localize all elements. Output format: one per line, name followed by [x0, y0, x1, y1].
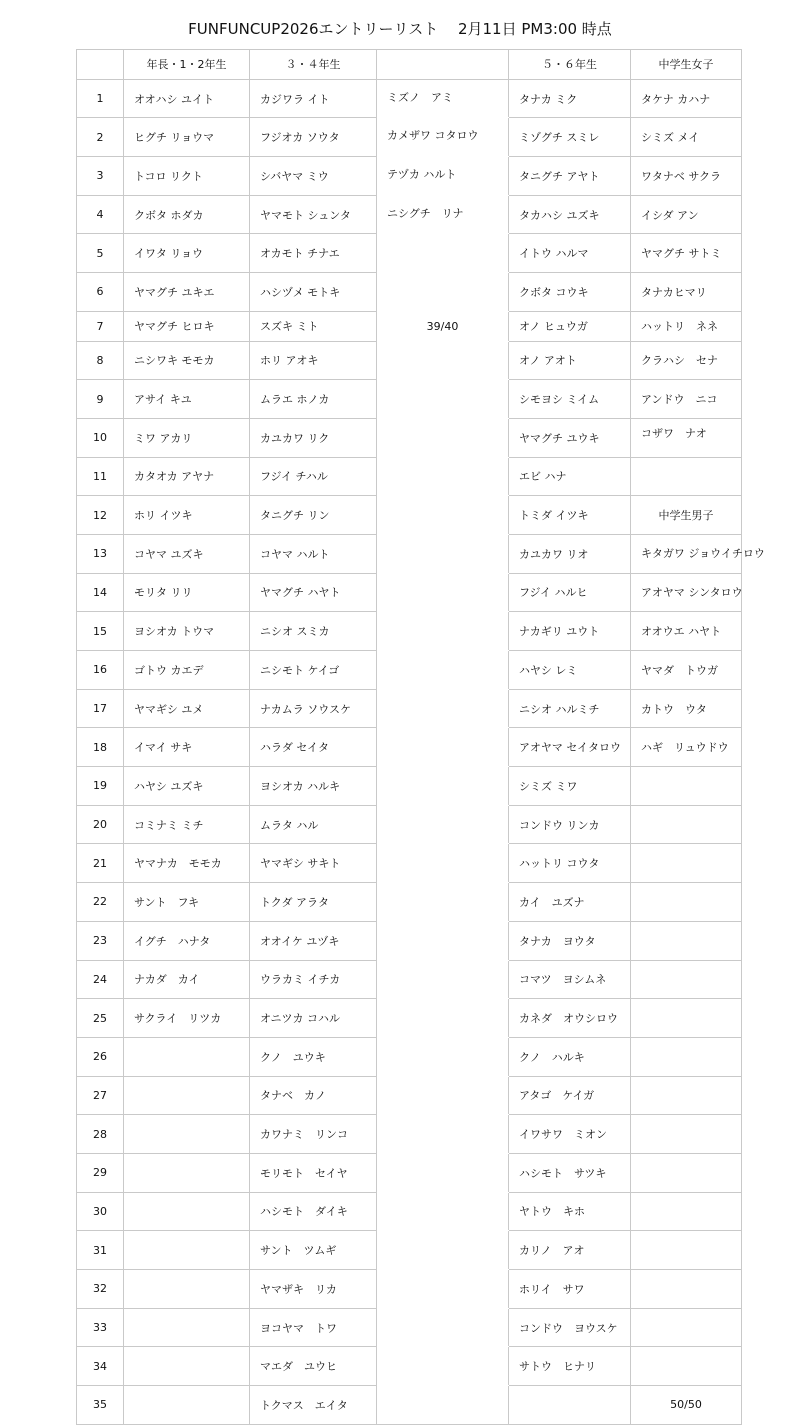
- row-number: 33: [77, 1308, 124, 1347]
- cell-jhs: イシダ アン: [631, 195, 742, 234]
- header-grade-k-2: 年長・1・2年生: [124, 50, 250, 80]
- cell-grade-k-2: [124, 1231, 250, 1270]
- cell-grade-3-4-extra: [377, 418, 509, 457]
- cell-jhs: [631, 999, 742, 1038]
- table-row: [77, 1192, 742, 1231]
- table-row: [77, 1270, 742, 1309]
- header-jhs-boys: 中学生男子: [631, 496, 742, 535]
- header-grade-3-4: ３・４年生: [250, 50, 377, 80]
- cell-jhs: タケナ カハナ: [631, 79, 742, 118]
- cell-grade-k-2: ハヤシ ユズキ: [124, 767, 250, 806]
- cell-grade-5-6: ニシオ ハルミチ: [509, 689, 631, 728]
- cell-grade-3-4-extra: [377, 883, 509, 922]
- cell-grade-3-4-extra: [377, 1231, 509, 1270]
- cell-jhs: ヤマグチ サトミ: [631, 234, 742, 273]
- row-number: 13: [77, 534, 124, 573]
- cell-grade-5-6: ハヤシ レミ: [509, 651, 631, 690]
- table-row: [77, 380, 742, 419]
- row-number: 31: [77, 1231, 124, 1270]
- cell-jhs: [631, 1308, 742, 1347]
- row-number: 21: [77, 844, 124, 883]
- cell-grade-3-4: マエダ ユウヒ: [250, 1347, 377, 1386]
- cell-jhs: [631, 1153, 742, 1192]
- cell-grade-3-4-extra: [377, 612, 509, 651]
- cell-grade-3-4-extra: [377, 689, 509, 728]
- header-jhs-girls: 中学生女子: [631, 50, 742, 80]
- cell-jhs: オオウエ ハヤト: [631, 612, 742, 651]
- cell-grade-3-4: ウラカミ イチカ: [250, 960, 377, 999]
- cell-grade-3-4-extra: [377, 234, 509, 273]
- row-number: 7: [77, 311, 124, 341]
- cell-grade-3-4: タナベ カノ: [250, 1076, 377, 1115]
- cell-grade-k-2: イグチ ハナタ: [124, 921, 250, 960]
- cell-grade-3-4-extra: [377, 1347, 509, 1386]
- row-number: 6: [77, 273, 124, 312]
- cell-jhs: シミズ メイ: [631, 118, 742, 157]
- cell-grade-5-6: カリノ アオ: [509, 1231, 631, 1270]
- table-row: [77, 273, 742, 312]
- cell-grade-5-6: ハシモト サツキ: [509, 1153, 631, 1192]
- cell-grade-3-4: ヤマモト シュンタ: [250, 195, 377, 234]
- cell-grade-3-4-extra: [377, 534, 509, 573]
- table-row: [77, 534, 742, 573]
- cell-grade-3-4-extra: [377, 921, 509, 960]
- cell-grade-k-2: [124, 1308, 250, 1347]
- cell-grade-5-6: カネダ オウシロウ: [509, 999, 631, 1038]
- cell-grade-5-6: [509, 1386, 631, 1425]
- cell-grade-k-2: ヤマギシ ユメ: [124, 689, 250, 728]
- cell-jhs: [631, 1115, 742, 1154]
- cell-grade-k-2: イワタ リョウ: [124, 234, 250, 273]
- cell-grade-3-4-extra: [377, 273, 509, 312]
- row-number: 12: [77, 496, 124, 535]
- cell-jhs: [631, 1192, 742, 1231]
- cell-grade-k-2: ヤマグチ ヒロキ: [124, 311, 250, 341]
- entry-table: [76, 49, 765, 1425]
- cell-grade-3-4-extra: [377, 960, 509, 999]
- table-row: [77, 573, 742, 612]
- table-row: [77, 341, 742, 380]
- cell-grade-5-6: ホリイ サワ: [509, 1270, 631, 1309]
- header-number: [77, 50, 124, 80]
- row-number: 19: [77, 767, 124, 806]
- table-row: [77, 457, 742, 496]
- row-number: 1: [77, 79, 124, 118]
- cell-grade-5-6: ナカギリ ユウト: [509, 612, 631, 651]
- row-number: 17: [77, 689, 124, 728]
- cell-grade-5-6: コンドウ ヨウスケ: [509, 1308, 631, 1347]
- row-number: 11: [77, 457, 124, 496]
- cell-grade-3-4: ヤマギシ サキト: [250, 844, 377, 883]
- cell-grade-3-4: カユカワ リク: [250, 418, 377, 457]
- cell-grade-5-6: クボタ コウキ: [509, 273, 631, 312]
- cell-jhs: クラハシ セナ: [631, 341, 742, 380]
- cell-jhs: [631, 1076, 742, 1115]
- cell-grade-5-6: サトウ ヒナリ: [509, 1347, 631, 1386]
- cell-grade-3-4: オニツカ コハル: [250, 999, 377, 1038]
- cell-grade-3-4: ヤマザキ リカ: [250, 1270, 377, 1309]
- cell-grade-k-2: ニシワキ モモカ: [124, 341, 250, 380]
- table-row: [77, 1231, 742, 1270]
- cell-grade-k-2: アサイ キユ: [124, 380, 250, 419]
- table-row: [77, 921, 742, 960]
- cell-grade-k-2: [124, 1192, 250, 1231]
- cell-grade-3-4: フジオカ ソウタ: [250, 118, 377, 157]
- table-row: [77, 689, 742, 728]
- cell-jhs: [631, 805, 742, 844]
- row-number: 30: [77, 1192, 124, 1231]
- row-number: 32: [77, 1270, 124, 1309]
- row-number: 35: [77, 1386, 124, 1425]
- cell-grade-5-6: クノ ハルキ: [509, 1037, 631, 1076]
- cell-grade-k-2: サント フキ: [124, 883, 250, 922]
- page-title: FUNFUNCUP2026エントリーリスト 2月11日 PM3:00 時点: [188, 20, 612, 38]
- cell-grade-k-2: ゴトウ カエデ: [124, 651, 250, 690]
- cell-grade-3-4: カジワラ イト: [250, 79, 377, 118]
- table-row: [77, 496, 742, 535]
- cell-grade-k-2: ミワ アカリ: [124, 418, 250, 457]
- table-row: [77, 960, 742, 999]
- cell-grade-3-4: ムラエ ホノカ: [250, 380, 377, 419]
- cell-grade-3-4-extra: [377, 1076, 509, 1115]
- cell-grade-3-4-extra: [377, 805, 509, 844]
- cell-grade-3-4: モリモト セイヤ: [250, 1153, 377, 1192]
- cell-jhs: ワタナベ サクラ: [631, 157, 742, 196]
- cell-grade-5-6: ハットリ コウタ: [509, 844, 631, 883]
- cell-jhs: アオヤマ シンタロウ: [631, 573, 742, 612]
- cell-grade-k-2: ヨシオカ トウマ: [124, 612, 250, 651]
- cell-grade-3-4: トクマス エイタ: [250, 1386, 377, 1425]
- row-number: 34: [77, 1347, 124, 1386]
- cell-grade-k-2: オオハシ ユイト: [124, 79, 250, 118]
- header-row: [77, 50, 742, 80]
- row-number: 18: [77, 728, 124, 767]
- cell-grade-k-2: トコロ リクト: [124, 157, 250, 196]
- cell-grade-k-2: サクライ リツカ: [124, 999, 250, 1038]
- row-number: 14: [77, 573, 124, 612]
- cell-grade-3-4-extra: ミズノ アミ: [377, 79, 509, 118]
- cell-grade-5-6: タニグチ アヤト: [509, 157, 631, 196]
- cell-grade-3-4-extra: [377, 496, 509, 535]
- cell-grade-5-6: コマツ ヨシムネ: [509, 960, 631, 999]
- cell-grade-k-2: [124, 1386, 250, 1425]
- table-row: [77, 1076, 742, 1115]
- row-number: 8: [77, 341, 124, 380]
- cell-jhs: ヤマダ トウガ: [631, 651, 742, 690]
- cell-grade-3-4: サント ツムギ: [250, 1231, 377, 1270]
- cell-jhs: [631, 844, 742, 883]
- cell-grade-k-2: [124, 1076, 250, 1115]
- table-row: [77, 844, 742, 883]
- cell-grade-k-2: コヤマ ユズキ: [124, 534, 250, 573]
- table-row: [77, 1153, 742, 1192]
- cell-grade-3-4-extra: [377, 380, 509, 419]
- cell-grade-3-4-extra: ニシグチ リナ: [377, 195, 509, 234]
- table-row: [77, 1115, 742, 1154]
- cell-grade-3-4-extra: [377, 999, 509, 1038]
- cell-jhs: タナカヒマリ: [631, 273, 742, 312]
- cell-jhs: [631, 883, 742, 922]
- cell-grade-3-4-extra: [377, 844, 509, 883]
- row-number: 22: [77, 883, 124, 922]
- cell-grade-3-4: ハラダ セイタ: [250, 728, 377, 767]
- cell-grade-3-4: オオイケ ユヅキ: [250, 921, 377, 960]
- cell-grade-k-2: ホリ イツキ: [124, 496, 250, 535]
- cell-grade-3-4: コヤマ ハルト: [250, 534, 377, 573]
- cell-grade-5-6: ヤマグチ ユウキ: [509, 418, 631, 457]
- cell-grade-5-6: トミダ イツキ: [509, 496, 631, 535]
- table-row: [77, 612, 742, 651]
- cell-grade-k-2: [124, 1037, 250, 1076]
- cell-jhs: ハットリ ネネ: [631, 311, 742, 341]
- cell-grade-3-4-extra: [377, 1153, 509, 1192]
- cell-grade-5-6: カユカワ リオ: [509, 534, 631, 573]
- row-number: 4: [77, 195, 124, 234]
- cell-grade-k-2: コミナミ ミチ: [124, 805, 250, 844]
- cell-grade-3-4: ハシモト ダイキ: [250, 1192, 377, 1231]
- cell-grade-k-2: イマイ サキ: [124, 728, 250, 767]
- cell-jhs: [631, 1347, 742, 1386]
- cell-jhs: [631, 457, 742, 496]
- table-row: [77, 1347, 742, 1386]
- cell-grade-3-4-extra: テヅカ ハルト: [377, 157, 509, 196]
- cell-grade-3-4: ハシヅメ モトキ: [250, 273, 377, 312]
- cell-grade-k-2: [124, 1115, 250, 1154]
- cell-grade-5-6: オノ ヒュウガ: [509, 311, 631, 341]
- cell-grade-k-2: モリタ リリ: [124, 573, 250, 612]
- cell-jhs: [631, 960, 742, 999]
- row-number: 29: [77, 1153, 124, 1192]
- cell-grade-k-2: ヒグチ リョウマ: [124, 118, 250, 157]
- cell-grade-3-4: トクダ アラタ: [250, 883, 377, 922]
- row-number: 3: [77, 157, 124, 196]
- cell-grade-3-4: オカモト チナエ: [250, 234, 377, 273]
- cell-grade-3-4-extra: [377, 728, 509, 767]
- row-number: 24: [77, 960, 124, 999]
- cell-jhs: コザワ ナオ: [631, 418, 742, 457]
- cell-grade-3-4-extra: [377, 767, 509, 806]
- table-row: [77, 157, 742, 196]
- row-number: 20: [77, 805, 124, 844]
- cell-grade-3-4: ナカムラ ソウスケ: [250, 689, 377, 728]
- cell-grade-k-2: ヤマナカ モモカ: [124, 844, 250, 883]
- cell-grade-5-6: コンドウ リンカ: [509, 805, 631, 844]
- table-row: [77, 311, 742, 341]
- entry-rows: [77, 79, 765, 1424]
- cell-grade-5-6: オノ アオト: [509, 341, 631, 380]
- table-row: [77, 883, 742, 922]
- count-jhs: 50/50: [631, 1386, 742, 1425]
- cell-grade-5-6: カイ ユズナ: [509, 883, 631, 922]
- cell-grade-3-4-extra: [377, 1386, 509, 1425]
- cell-jhs: [631, 921, 742, 960]
- row-number: 16: [77, 651, 124, 690]
- table-row: [77, 1386, 742, 1425]
- table-row: [77, 234, 742, 273]
- row-number: 5: [77, 234, 124, 273]
- cell-jhs: [631, 1231, 742, 1270]
- cell-jhs: ハギ リュウドウ: [631, 728, 742, 767]
- cell-grade-5-6: ヤトウ キホ: [509, 1192, 631, 1231]
- cell-grade-3-4: ニシモト ケイゴ: [250, 651, 377, 690]
- cell-grade-3-4-extra: [377, 1270, 509, 1309]
- cell-grade-k-2: ナカダ カイ: [124, 960, 250, 999]
- cell-grade-5-6: シモヨシ ミイム: [509, 380, 631, 419]
- cell-jhs: [631, 1270, 742, 1309]
- row-number: 27: [77, 1076, 124, 1115]
- cell-jhs: アンドウ ニコ: [631, 380, 742, 419]
- cell-grade-k-2: [124, 1153, 250, 1192]
- cell-grade-k-2: [124, 1347, 250, 1386]
- table-row: [77, 79, 742, 118]
- cell-grade-5-6: タカハシ ユズキ: [509, 195, 631, 234]
- cell-grade-3-4: フジイ チハル: [250, 457, 377, 496]
- cell-grade-3-4: タニグチ リン: [250, 496, 377, 535]
- cell-grade-k-2: [124, 1270, 250, 1309]
- table-row: [77, 1308, 742, 1347]
- cell-grade-5-6: イワサワ ミオン: [509, 1115, 631, 1154]
- cell-jhs: [631, 767, 742, 806]
- row-number: 26: [77, 1037, 124, 1076]
- cell-grade-k-2: ヤマグチ ユキエ: [124, 273, 250, 312]
- cell-grade-5-6: アオヤマ セイタロウ: [509, 728, 631, 767]
- cell-grade-3-4: ニシオ スミカ: [250, 612, 377, 651]
- cell-grade-3-4-extra: [377, 573, 509, 612]
- cell-grade-3-4-extra: [377, 457, 509, 496]
- cell-grade-3-4: ヨシオカ ハルキ: [250, 767, 377, 806]
- cell-grade-5-6: ミゾグチ スミレ: [509, 118, 631, 157]
- row-number: 10: [77, 418, 124, 457]
- row-number: 28: [77, 1115, 124, 1154]
- cell-grade-5-6: アタゴ ケイガ: [509, 1076, 631, 1115]
- row-number: 2: [77, 118, 124, 157]
- table-row: [77, 767, 742, 806]
- header-grade-3-4-extra: [377, 50, 509, 80]
- row-number: 9: [77, 380, 124, 419]
- cell-grade-3-4-extra: [377, 1037, 509, 1076]
- cell-jhs: キタガワ ジョウイチロウ: [631, 534, 742, 573]
- cell-grade-3-4: ヨコヤマ トワ: [250, 1308, 377, 1347]
- table-row: [77, 999, 742, 1038]
- cell-grade-k-2: クボタ ホダカ: [124, 195, 250, 234]
- cell-grade-3-4: クノ ユウキ: [250, 1037, 377, 1076]
- cell-grade-3-4: シバヤマ ミウ: [250, 157, 377, 196]
- cell-grade-3-4-extra: [377, 1192, 509, 1231]
- cell-grade-3-4-extra: [377, 1115, 509, 1154]
- cell-grade-5-6: フジイ ハルヒ: [509, 573, 631, 612]
- row-number: 15: [77, 612, 124, 651]
- cell-grade-5-6: タナカ ミク: [509, 79, 631, 118]
- cell-grade-5-6: イトウ ハルマ: [509, 234, 631, 273]
- row-number: 23: [77, 921, 124, 960]
- header-grade-5-6: ５・６年生: [509, 50, 631, 80]
- cell-grade-3-4: ヤマグチ ハヤト: [250, 573, 377, 612]
- cell-grade-3-4-extra: [377, 651, 509, 690]
- cell-grade-3-4: ムラタ ハル: [250, 805, 377, 844]
- cell-grade-5-6: エビ ハナ: [509, 457, 631, 496]
- cell-grade-3-4: カワナミ リンコ: [250, 1115, 377, 1154]
- table-row: [77, 1037, 742, 1076]
- table-row: [77, 651, 742, 690]
- cell-grade-k-2: カタオカ アヤナ: [124, 457, 250, 496]
- cell-grade-3-4: スズキ ミト: [250, 311, 377, 341]
- table-row: [77, 805, 742, 844]
- cell-grade-3-4: ホリ アオキ: [250, 341, 377, 380]
- table-row: [77, 118, 742, 157]
- cell-grade-5-6: タナカ ヨウタ: [509, 921, 631, 960]
- table-row: [77, 418, 742, 457]
- cell-grade-3-4-extra: [377, 341, 509, 380]
- cell-grade-3-4-extra: [377, 1308, 509, 1347]
- cell-grade-5-6: シミズ ミワ: [509, 767, 631, 806]
- cell-grade-3-4-extra: カメザワ コタロウ: [377, 118, 509, 157]
- table-row: [77, 728, 742, 767]
- cell-jhs: [631, 1037, 742, 1076]
- row-number: 25: [77, 999, 124, 1038]
- table-row: [77, 195, 742, 234]
- cell-jhs: カトウ ウタ: [631, 689, 742, 728]
- count-grade-3-4: 39/40: [377, 311, 509, 341]
